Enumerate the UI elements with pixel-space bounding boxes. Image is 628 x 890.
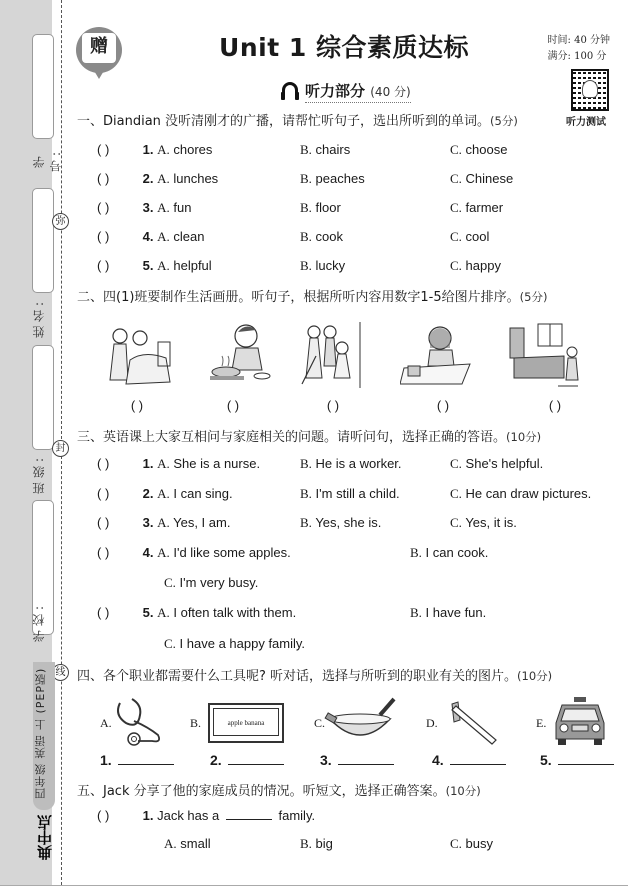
option-b: B. big <box>300 836 333 851</box>
question-number: 3. <box>142 200 154 215</box>
answer-paren[interactable]: ( ) <box>97 545 110 560</box>
tool-label-c: C. <box>314 716 326 730</box>
question-number: 5. <box>142 605 154 620</box>
qr-avatar-icon <box>582 80 598 98</box>
option-a: clean <box>173 229 205 244</box>
tool-label-d: D. <box>426 716 438 730</box>
question-number: 2. <box>142 486 154 501</box>
option-b: B. He is a worker. <box>300 456 402 471</box>
section-2-points: (5分) <box>519 290 548 304</box>
section-5-points: (10分) <box>445 784 481 798</box>
option-a-label: A. <box>157 456 170 471</box>
question-number: 2. <box>142 171 154 186</box>
answer-paren[interactable]: ( ) <box>97 200 110 215</box>
option-a: I often talk with them. <box>173 605 297 620</box>
section-3-points: (10分) <box>506 430 542 444</box>
option-a: lunches <box>173 171 219 186</box>
section-5-title <box>77 780 481 799</box>
answer-paren[interactable]: ( ) <box>97 456 110 471</box>
question-number: 1. <box>142 142 154 157</box>
option-c: C. farmer <box>450 200 504 215</box>
picture-family-cleaning <box>296 322 368 388</box>
question-row <box>97 515 230 531</box>
fill-blank[interactable] <box>226 810 272 820</box>
student-id-label: 学号: <box>32 147 63 173</box>
section-3-title <box>77 426 541 445</box>
score-label: 满分: 100 分 <box>547 51 607 62</box>
option-c: C. He can draw pictures. <box>450 486 592 501</box>
class-field[interactable] <box>32 345 54 450</box>
option-c: C. She's helpful. <box>450 456 544 471</box>
qr-caption: 听力测试 <box>566 117 606 128</box>
time-label: 时间: 40 分钟 <box>547 35 610 46</box>
tool-label-b: B. <box>190 716 202 730</box>
option-c: C. Chinese <box>450 171 514 186</box>
answer-paren[interactable]: ( ) <box>97 605 110 620</box>
wok-icon <box>324 697 396 747</box>
option-b: B. floor <box>300 200 341 215</box>
answer-paren[interactable]: ( ) <box>97 515 110 530</box>
listening-part-points: (40 分) <box>370 85 411 99</box>
section-1-points: (5分) <box>490 114 518 128</box>
option-c: C. I'm very busy. <box>164 575 259 590</box>
picture-boy-cooking <box>204 322 276 388</box>
question-number: 1. <box>142 808 154 823</box>
option-c: C. Yes, it is. <box>450 515 517 530</box>
question-row <box>97 258 212 274</box>
option-a-label: A. <box>157 605 170 620</box>
option-a: I'd like some apples. <box>173 545 291 560</box>
answer-paren[interactable]: ( ) <box>97 258 110 273</box>
option-b: B. chairs <box>300 142 351 157</box>
question-row <box>97 229 204 245</box>
option-c: C. choose <box>450 142 508 157</box>
option-a-label: A. <box>157 258 170 273</box>
picture-order-paren[interactable]: ( ) <box>548 398 562 413</box>
option-b: B. lucky <box>300 258 346 273</box>
listening-part-title: 听力部分 <box>305 82 366 100</box>
question-row <box>97 142 212 158</box>
blackboard-text: apple banana <box>227 719 265 727</box>
answer-paren[interactable]: ( ) <box>97 808 110 823</box>
question-number: 3. <box>142 515 154 530</box>
page-title: Unit 1 综合素质达标 <box>219 33 469 62</box>
picture-girl-sweeping <box>508 322 580 388</box>
option-a-label: A. <box>157 545 170 560</box>
question-row <box>97 200 191 216</box>
answer-blank-1[interactable]: 1. <box>100 752 174 768</box>
option-a: I can sing. <box>173 486 233 501</box>
question-stem-before: Jack has a <box>157 808 220 823</box>
section-4-points: (10分) <box>517 669 553 683</box>
option-c: C. I have a happy family. <box>164 636 306 651</box>
option-b: B. I'm still a child. <box>300 486 400 501</box>
option-a-label: A. <box>157 486 170 501</box>
option-a: fun <box>173 200 192 215</box>
answer-paren[interactable]: ( ) <box>97 171 110 186</box>
option-b: B. I have fun. <box>410 605 487 620</box>
book-label: 四年级 英语 上 (PEP版) <box>33 662 55 810</box>
headphones-icon <box>282 82 298 98</box>
picture-girl-crafts <box>400 322 472 388</box>
section-2-text: 二、四(1)班要制作生活画册。听句子，根据所听内容用数字1-5给图片排序。 <box>77 290 520 305</box>
school-label: 学校: <box>32 601 46 643</box>
seal-mi: 弥 <box>52 213 69 230</box>
listening-part-heading <box>305 80 411 103</box>
picture-sick-parent <box>104 322 176 388</box>
answer-paren[interactable]: ( ) <box>97 142 110 157</box>
stethoscope-icon <box>112 695 166 747</box>
answer-blank-3[interactable]: 3. <box>320 752 394 768</box>
name-label: 姓名: <box>32 297 46 339</box>
picture-order-paren[interactable]: ( ) <box>436 398 450 413</box>
option-a-label: A. <box>157 229 170 244</box>
option-a: A. small <box>164 836 211 851</box>
brand-logo: 典中点 <box>36 815 54 860</box>
seal-xian: 线 <box>52 664 69 681</box>
answer-blank-4[interactable]: 4. <box>432 752 506 768</box>
name-field[interactable] <box>32 188 54 293</box>
section-1-title <box>77 110 518 129</box>
option-c: C. cool <box>450 229 490 244</box>
blackboard-inner <box>213 708 279 736</box>
option-c: C. happy <box>450 258 501 273</box>
question-row <box>97 808 315 823</box>
option-b: B. cook <box>300 229 344 244</box>
answer-paren[interactable]: ( ) <box>97 229 110 244</box>
blackboard-icon <box>208 703 284 743</box>
option-b: B. peaches <box>300 171 365 186</box>
question-stem-after: family. <box>278 808 316 823</box>
section-4-text: 四、各个职业都需要什么工具呢? 听对话，选择与所听到的职业有关的图片。 <box>77 669 518 684</box>
question-row <box>97 605 296 621</box>
question-row <box>97 486 233 502</box>
option-a: Yes, I am. <box>173 515 231 530</box>
option-b: B. I can cook. <box>410 545 489 560</box>
option-a-label: A. <box>157 142 170 157</box>
option-a-label: A. <box>157 515 170 530</box>
section-2-title <box>77 286 547 305</box>
option-a-label: A. <box>157 171 170 186</box>
picture-order-paren[interactable]: ( ) <box>130 398 144 413</box>
question-number: 4. <box>142 545 154 560</box>
answer-paren[interactable]: ( ) <box>97 486 110 501</box>
option-a: chores <box>173 142 213 157</box>
option-c: C. busy <box>450 836 494 851</box>
option-a: She is a nurse. <box>173 456 261 471</box>
option-b: B. Yes, she is. <box>300 515 382 530</box>
option-a: helpful <box>173 258 212 273</box>
question-row <box>97 171 218 187</box>
picture-order-paren[interactable]: ( ) <box>326 398 340 413</box>
picture-order-paren[interactable]: ( ) <box>226 398 240 413</box>
question-number: 1. <box>142 456 154 471</box>
section-5-text: 五、Jack 分享了他的家庭成员的情况。听短文，选择正确答案。 <box>77 784 446 799</box>
taxi-icon <box>552 697 608 745</box>
tool-label-a: A. <box>100 716 112 730</box>
section-3-text: 三、英语课上大家互相问与家庭相关的问题。请听问句，选择正确的答语。 <box>77 430 507 445</box>
page-bottom-rule <box>0 885 628 886</box>
hammer-icon <box>446 700 500 746</box>
answer-blank-5[interactable]: 5. <box>540 752 614 768</box>
question-row <box>97 456 260 472</box>
class-label: 班级: <box>32 453 46 495</box>
tool-label-e: E. <box>536 716 547 730</box>
section-4-title <box>77 665 552 684</box>
exam-meta <box>548 33 610 65</box>
gift-badge-text: 赠 <box>82 33 116 63</box>
section-1-text: 一、Diandian 没听清刚才的广播，请帮忙听句子，选出所听到的单词。 <box>77 114 491 129</box>
option-a-label: A. <box>157 200 170 215</box>
question-number: 5. <box>142 258 154 273</box>
answer-blank-2[interactable]: 2. <box>210 752 284 768</box>
question-number: 4. <box>142 229 154 244</box>
seal-feng: 封 <box>52 440 69 457</box>
question-row <box>97 545 291 561</box>
